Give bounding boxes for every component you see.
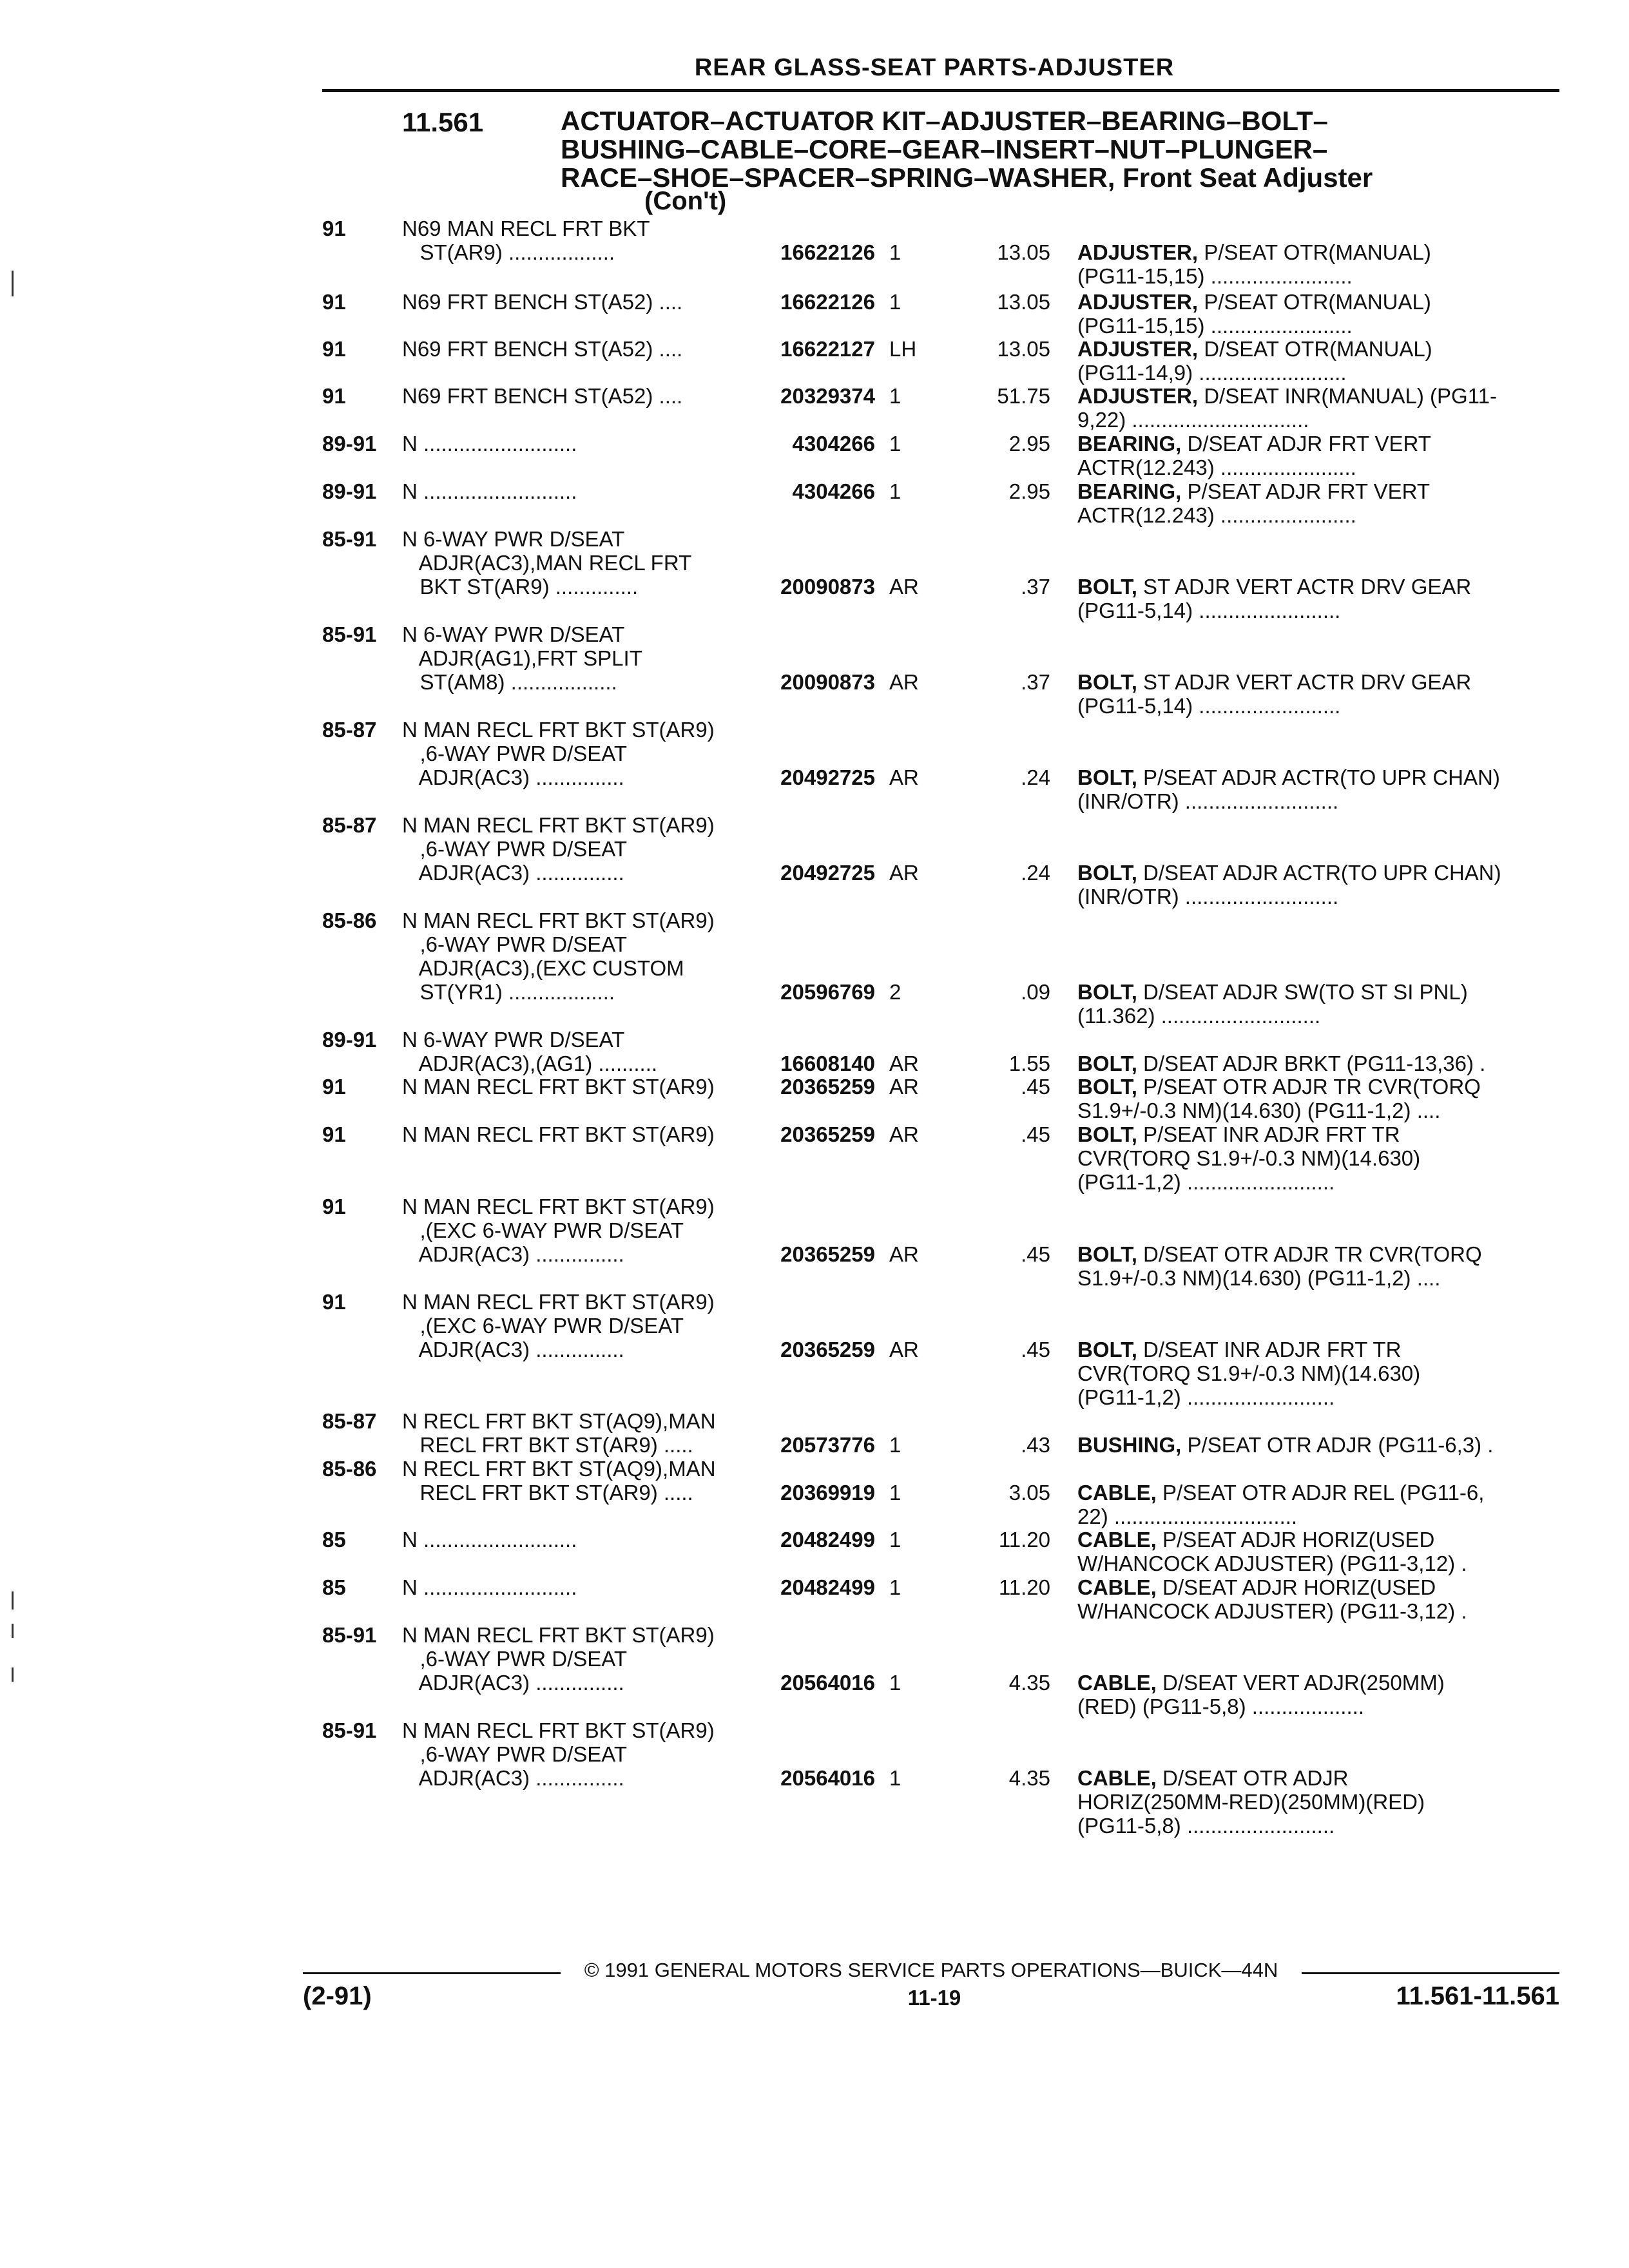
parts-entry (0, 1195, 1629, 1290)
parts-entry (0, 1028, 1629, 1075)
entry-quantity: 2 (889, 980, 901, 1004)
entry-description (1077, 384, 1548, 432)
entry-quantity: 1 (889, 479, 901, 503)
section-number: 11.561 (402, 107, 484, 137)
entry-description (1077, 670, 1548, 718)
entry-description (1077, 1122, 1548, 1194)
parts-entry (0, 216, 1629, 288)
entry-quantity: LH (889, 337, 917, 361)
parts-entry (0, 432, 1629, 479)
entry-year: 85 (322, 1528, 346, 1552)
footer-copyright: © 1991 GENERAL MOTORS SERVICE PARTS OPERATIONS—BUICK—44N (584, 1959, 1278, 1981)
entry-description (1077, 1242, 1548, 1290)
entry-part-number: 20365259 (780, 1242, 875, 1266)
entry-usage: N MAN RECL FRT BKT ST(AR9) (402, 1075, 715, 1099)
entry-description (1077, 1766, 1548, 1838)
entry-description (1077, 1575, 1548, 1623)
entry-description-text: D/SEAT OTR ADJR HORIZ(250MM-RED)(250MM)(RED) (PG11-5,8) ......................... (1077, 1766, 1425, 1838)
entry-price: .09 (1021, 980, 1050, 1004)
entry-description-text: D/SEAT ADJR FRT VERT ACTR(12.243) ....................... (1077, 432, 1431, 479)
entry-description (1077, 1671, 1548, 1718)
entry-quantity: 1 (889, 432, 901, 456)
entry-description-text: ST ADJR VERT ACTR DRV GEAR (PG11-5,14) ........................ (1077, 575, 1472, 622)
entry-year: 85-87 (322, 813, 377, 837)
parts-entry (0, 1290, 1629, 1409)
entry-description (1077, 1433, 1548, 1457)
entry-description-text: P/SEAT OTR(MANUAL) (PG11-15,15) ........................ (1077, 240, 1431, 288)
entry-description (1077, 1528, 1548, 1575)
entry-usage: N MAN RECL FRT BKT ST(AR9) ,6-WAY PWR D/SEAT ADJR(AC3) ............... (402, 813, 715, 885)
entry-description-text: D/SEAT INR(MANUAL) (PG11- 9,22) .............................. (1077, 384, 1497, 432)
entry-price: .45 (1021, 1338, 1050, 1361)
entry-year: 85-87 (322, 1409, 377, 1433)
parts-entry (0, 1575, 1629, 1623)
entry-description-heading: CABLE, (1077, 1575, 1157, 1599)
entry-year: 85 (322, 1575, 346, 1599)
entry-quantity: AR (889, 575, 919, 599)
entry-usage: N69 MAN RECL FRT BKT ST(AR9) .................. (402, 216, 650, 264)
entry-usage: N MAN RECL FRT BKT ST(AR9) ,6-WAY PWR D/SEAT ADJR(AC3) ............... (402, 1718, 715, 1790)
entry-description-heading: BOLT, (1077, 980, 1137, 1004)
entry-usage: N 6-WAY PWR D/SEAT ADJR(AC3),MAN RECL FRT BKT ST(AR9) .............. (402, 527, 692, 599)
entry-description-text: D/SEAT INR ADJR FRT TR CVR(TORQ S1.9+/-0.3 NM)(14.630) (PG11-1,2) ......................... (1077, 1338, 1421, 1409)
entry-quantity: 1 (889, 290, 901, 314)
entry-price: .24 (1021, 861, 1050, 885)
entry-quantity: 1 (889, 1766, 901, 1790)
entry-price: .43 (1021, 1433, 1050, 1457)
entry-usage: N69 FRT BENCH ST(A52) .... (402, 337, 683, 361)
entry-year: 91 (322, 1122, 346, 1146)
entry-description-heading: CABLE, (1077, 1528, 1157, 1552)
entry-description (1077, 1052, 1548, 1075)
entry-part-number: 20090873 (780, 575, 875, 599)
entry-description-text: D/SEAT OTR ADJR TR CVR(TORQ S1.9+/-0.3 NM)(14.630) (PG11-1,2) .... (1077, 1242, 1482, 1290)
entry-usage: N .......................... (402, 1528, 577, 1552)
entry-part-number: 4304266 (792, 432, 875, 456)
entry-year: 91 (322, 216, 346, 240)
entry-usage: N 6-WAY PWR D/SEAT ADJR(AG1),FRT SPLIT ST(AM8) .................. (402, 622, 642, 694)
margin-mark (12, 1624, 14, 1638)
entry-price: .37 (1021, 575, 1050, 599)
entry-part-number: 20482499 (780, 1528, 875, 1552)
entry-description-text: D/SEAT OTR(MANUAL) (PG11-14,9) ......................... (1077, 337, 1432, 385)
entry-year: 85-91 (322, 1623, 377, 1647)
entry-description-text: D/SEAT ADJR ACTR(TO UPR CHAN) (INR/OTR) .......................... (1077, 861, 1501, 908)
parts-entry (0, 813, 1629, 908)
parts-entry (0, 384, 1629, 432)
entry-description-text: P/SEAT ADJR HORIZ(USED W/HANCOCK ADJUSTER) (PG11-3,12) . (1077, 1528, 1467, 1575)
entry-usage: N .......................... (402, 432, 577, 456)
footer-page-number: 11-19 (907, 1986, 961, 2010)
footer-section-range: 11.561-11.561 (1396, 1982, 1559, 2010)
entry-part-number: 20596769 (780, 980, 875, 1004)
entry-part-number: 4304266 (792, 479, 875, 503)
entry-quantity: AR (889, 1075, 919, 1099)
entry-description-text: P/SEAT OTR ADJR (PG11-6,3) . (1181, 1433, 1494, 1457)
entry-quantity: 1 (889, 1528, 901, 1552)
entry-description-heading: CABLE, (1077, 1481, 1157, 1504)
entry-description-text: D/SEAT VERT ADJR(250MM) (RED) (PG11-5,8) ................... (1077, 1671, 1445, 1718)
parts-entry (0, 1528, 1629, 1575)
entry-year: 91 (322, 290, 346, 314)
entry-description-text: P/SEAT ADJR FRT VERT ACTR(12.243) ....................... (1077, 479, 1431, 527)
entry-description (1077, 575, 1548, 622)
entry-quantity: 1 (889, 1671, 901, 1695)
parts-entry (0, 908, 1629, 1028)
entry-usage: N MAN RECL FRT BKT ST(AR9) ,6-WAY PWR D/SEAT ADJR(AC3),(EXC CUSTOM ST(YR1) .................. (402, 908, 715, 1004)
entry-description-heading: BOLT, (1077, 1242, 1137, 1266)
entry-part-number: 20492725 (780, 765, 875, 789)
entry-description-heading: ADJUSTER, (1077, 384, 1199, 408)
entry-price: 2.95 (1008, 432, 1050, 456)
entry-description-text: D/SEAT ADJR SW(TO ST SI PNL) (11.362) ........................... (1077, 980, 1468, 1028)
entry-description-text: ST ADJR VERT ACTR DRV GEAR (PG11-5,14) ........................ (1077, 670, 1472, 718)
entry-description-text: P/SEAT ADJR ACTR(TO UPR CHAN) (INR/OTR) .......................... (1077, 765, 1500, 813)
entry-description (1077, 337, 1548, 385)
entry-year: 85-91 (322, 622, 377, 646)
entry-description-heading: ADJUSTER, (1077, 240, 1199, 264)
entry-year: 91 (322, 337, 346, 361)
entry-year: 89-91 (322, 432, 377, 456)
entry-quantity: AR (889, 670, 919, 694)
entry-price: .24 (1021, 765, 1050, 789)
entry-usage: N MAN RECL FRT BKT ST(AR9) ,6-WAY PWR D/SEAT ADJR(AC3) ............... (402, 1623, 715, 1695)
entry-part-number: 20492725 (780, 861, 875, 885)
entry-price: .37 (1021, 670, 1050, 694)
entry-description-text: P/SEAT OTR(MANUAL) (PG11-15,15) ........................ (1077, 290, 1431, 338)
entry-year: 89-91 (322, 479, 377, 503)
entry-price: 11.20 (998, 1528, 1050, 1552)
entry-usage: N RECL FRT BKT ST(AQ9),MAN RECL FRT BKT ST(AR9) ..... (402, 1457, 716, 1504)
entry-price: 2.95 (1008, 479, 1050, 503)
entry-description-heading: ADJUSTER, (1077, 337, 1199, 361)
margin-mark (12, 271, 14, 296)
entry-price: .45 (1021, 1242, 1050, 1266)
entry-quantity: 1 (889, 384, 901, 408)
entry-price: 1.55 (1008, 1052, 1050, 1075)
entry-description-heading: BOLT, (1077, 670, 1137, 694)
entry-description (1077, 1338, 1548, 1409)
entry-description-text: D/SEAT ADJR BRKT (PG11-13,36) . (1137, 1052, 1486, 1075)
entry-description-text: D/SEAT ADJR HORIZ(USED W/HANCOCK ADJUSTER) (PG11-3,12) . (1077, 1575, 1467, 1623)
entry-part-number: 16622126 (780, 290, 875, 314)
entry-price: 51.75 (997, 384, 1050, 408)
entry-price: 11.20 (998, 1575, 1050, 1599)
entry-price: 13.05 (997, 240, 1050, 264)
entry-description (1077, 861, 1548, 908)
parts-entry (0, 290, 1629, 338)
entry-description-heading: BEARING, (1077, 479, 1182, 503)
entry-description-heading: ADJUSTER, (1077, 290, 1199, 314)
parts-entry (0, 1457, 1629, 1528)
entry-description-heading: BOLT, (1077, 1075, 1137, 1099)
entry-quantity: AR (889, 765, 919, 789)
entry-quantity: AR (889, 1052, 919, 1075)
entry-price: 3.05 (1008, 1481, 1050, 1504)
entry-part-number: 20573776 (780, 1433, 875, 1457)
entry-description-heading: BOLT, (1077, 1122, 1137, 1146)
entry-description (1077, 479, 1548, 527)
entry-usage: N MAN RECL FRT BKT ST(AR9) (402, 1122, 715, 1146)
entry-description-heading: BOLT, (1077, 765, 1137, 789)
entry-description (1077, 1481, 1548, 1528)
parts-entry (0, 1122, 1629, 1194)
entry-description-text: P/SEAT INR ADJR FRT TR CVR(TORQ S1.9+/-0.3 NM)(14.630) (PG11-1,2) ......................... (1077, 1122, 1421, 1194)
entry-quantity: AR (889, 1338, 919, 1361)
entry-part-number: 20369919 (780, 1481, 875, 1504)
entry-part-number: 20482499 (780, 1575, 875, 1599)
entry-usage: N .......................... (402, 1575, 577, 1599)
entry-year: 91 (322, 1075, 346, 1099)
entry-year: 85-86 (322, 908, 377, 932)
parts-entry (0, 1409, 1629, 1457)
parts-entry (0, 1718, 1629, 1838)
entry-part-number: 20329374 (780, 384, 875, 408)
entry-description (1077, 432, 1548, 479)
entry-part-number: 16622126 (780, 240, 875, 264)
entry-usage: N MAN RECL FRT BKT ST(AR9) ,(EXC 6-WAY PWR D/SEAT ADJR(AC3) ............... (402, 1290, 715, 1361)
entry-quantity: 1 (889, 1433, 901, 1457)
entry-description-heading: BOLT, (1077, 575, 1137, 599)
entry-year: 91 (322, 1195, 346, 1218)
entry-usage: N69 FRT BENCH ST(A52) .... (402, 290, 683, 314)
entry-part-number: 20090873 (780, 670, 875, 694)
parts-entry (0, 1623, 1629, 1718)
entry-part-number: 20365259 (780, 1122, 875, 1146)
section-continued: (Con't) (644, 187, 727, 215)
entry-description-heading: BOLT, (1077, 861, 1137, 885)
footer-rule-left (303, 1972, 561, 1974)
entry-description-heading: BOLT, (1077, 1052, 1137, 1075)
entry-usage: N 6-WAY PWR D/SEAT ADJR(AC3),(AG1) .......... (402, 1028, 658, 1075)
entry-description-heading: CABLE, (1077, 1766, 1157, 1790)
entry-part-number: 20365259 (780, 1338, 875, 1361)
footer-date: (2-91) (303, 1982, 372, 2010)
entry-description-text: P/SEAT OTR ADJR REL (PG11-6, 22) ............................... (1077, 1481, 1485, 1528)
parts-entry (0, 479, 1629, 527)
parts-entry (0, 337, 1629, 385)
footer-rule-right (1302, 1972, 1559, 1974)
page-header: REAR GLASS-SEAT PARTS-ADJUSTER (694, 54, 1175, 81)
entry-part-number: 20365259 (780, 1075, 875, 1099)
entry-year: 89-91 (322, 1028, 377, 1052)
entry-year: 91 (322, 1290, 346, 1314)
entry-description-heading: BEARING, (1077, 432, 1182, 456)
entry-quantity: AR (889, 861, 919, 885)
entry-usage: N MAN RECL FRT BKT ST(AR9) ,(EXC 6-WAY PWR D/SEAT ADJR(AC3) ............... (402, 1195, 715, 1266)
entry-year: 85-91 (322, 527, 377, 551)
entry-usage: N .......................... (402, 479, 577, 503)
entry-quantity: 1 (889, 240, 901, 264)
parts-entry (0, 622, 1629, 718)
entry-year: 85-87 (322, 718, 377, 742)
entry-quantity: 1 (889, 1575, 901, 1599)
entry-description (1077, 240, 1548, 288)
entry-description (1077, 765, 1548, 813)
entry-quantity: AR (889, 1242, 919, 1266)
entry-description-text: P/SEAT OTR ADJR TR CVR(TORQ S1.9+/-0.3 NM)(14.630) (PG11-1,2) .... (1077, 1075, 1481, 1122)
entry-description (1077, 1075, 1548, 1122)
entry-usage: N MAN RECL FRT BKT ST(AR9) ,6-WAY PWR D/SEAT ADJR(AC3) ............... (402, 718, 715, 789)
margin-mark (12, 1591, 14, 1610)
entry-price: .45 (1021, 1122, 1050, 1146)
entry-year: 85-91 (322, 1718, 377, 1742)
parts-entry (0, 1075, 1629, 1122)
entry-price: 13.05 (997, 290, 1050, 314)
entry-year: 85-86 (322, 1457, 377, 1481)
entry-price: 4.35 (1008, 1671, 1050, 1695)
margin-mark (12, 1667, 14, 1682)
section-title: ACTUATOR–ACTUATOR KIT–ADJUSTER–BEARING–BOLT– BUSHING–CABLE–CORE–GEAR–INSERT–NUT–PLUNGER– RACE–SHOE–SPACER–SPRING–WASHER, Front Seat Adjuster (561, 106, 1373, 193)
entry-description (1077, 980, 1548, 1028)
entry-part-number: 20564016 (780, 1766, 875, 1790)
entry-price: .45 (1021, 1075, 1050, 1099)
entry-description (1077, 290, 1548, 338)
entry-price: 4.35 (1008, 1766, 1050, 1790)
parts-entry (0, 718, 1629, 813)
entry-quantity: 1 (889, 1481, 901, 1504)
entry-year: 91 (322, 384, 346, 408)
entry-description-heading: CABLE, (1077, 1671, 1157, 1695)
entry-description-heading: BOLT, (1077, 1338, 1137, 1361)
entry-part-number: 16608140 (780, 1052, 875, 1075)
entry-usage: N69 FRT BENCH ST(A52) .... (402, 384, 683, 408)
entry-price: 13.05 (997, 337, 1050, 361)
entry-part-number: 16622127 (780, 337, 875, 361)
parts-entry (0, 527, 1629, 622)
entry-description-heading: BUSHING, (1077, 1433, 1182, 1457)
entry-quantity: AR (889, 1122, 919, 1146)
entry-part-number: 20564016 (780, 1671, 875, 1695)
entry-usage: N RECL FRT BKT ST(AQ9),MAN RECL FRT BKT ST(AR9) ..... (402, 1409, 716, 1457)
